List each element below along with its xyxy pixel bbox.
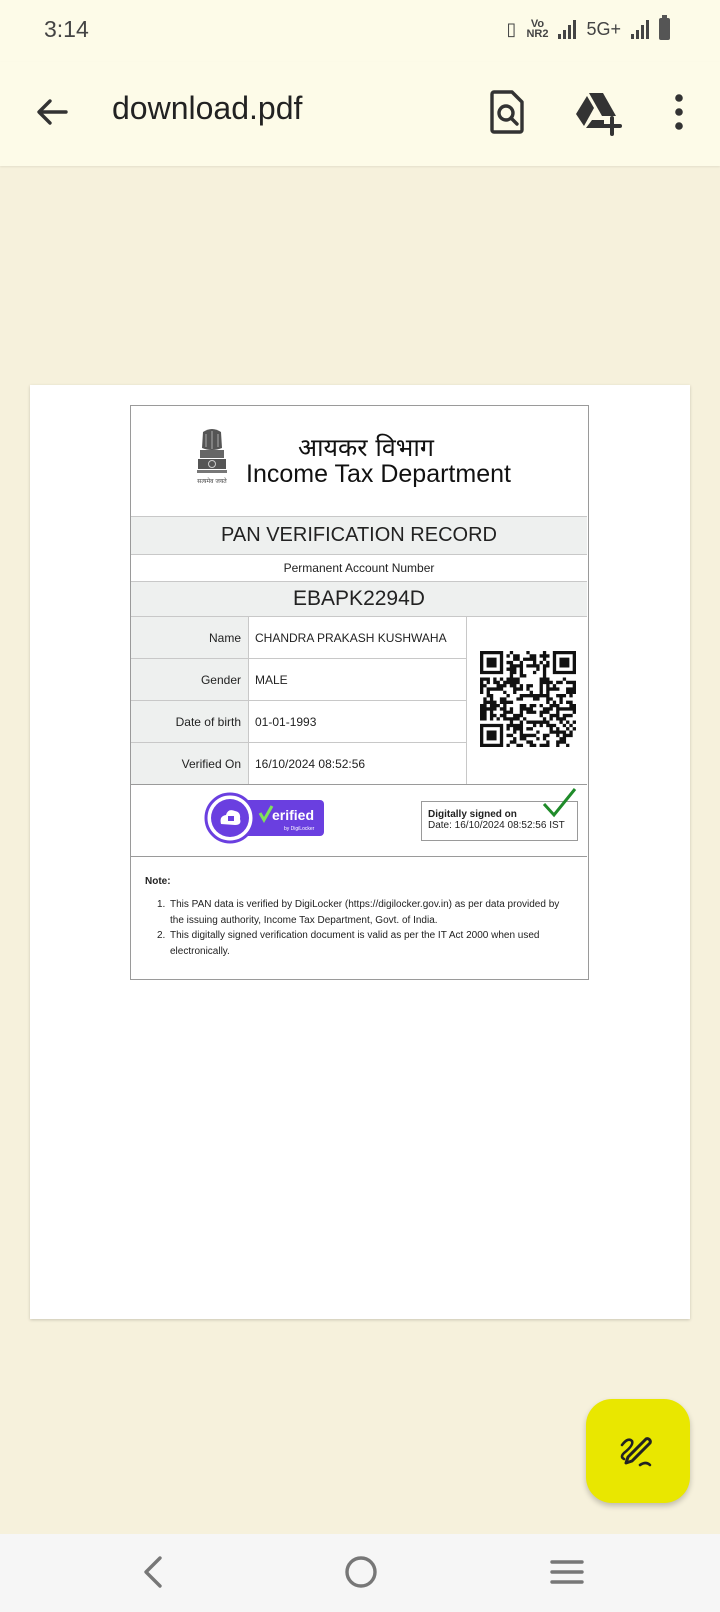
nav-menu-icon xyxy=(548,1554,586,1590)
battery-icon xyxy=(659,18,670,40)
field-label: Gender xyxy=(131,659,249,700)
badge-text: erified xyxy=(272,807,315,823)
find-in-document-button[interactable] xyxy=(486,88,530,136)
department-title: Income Tax Department xyxy=(246,460,511,488)
note-text: This PAN data is verified by DigiLocker (https://digilocker.gov.in) as per data provided by the issuing authority, Income Tax Department, Govt. of India. xyxy=(170,899,560,926)
national-emblem-icon xyxy=(195,426,229,488)
field-value: MALE xyxy=(255,672,288,687)
add-to-drive-icon xyxy=(574,90,624,136)
pan-verification-document xyxy=(130,405,589,980)
note-text: This digitally signed verification document is valid as per the IT Act 2000 when used electronically. xyxy=(170,930,540,957)
field-value: 01-01-1993 xyxy=(255,714,317,729)
pdf-page[interactable] xyxy=(30,385,690,1319)
network-type: 5G+ xyxy=(586,18,621,39)
record-title: PAN VERIFICATION RECORD xyxy=(131,516,587,554)
status-icons xyxy=(507,14,670,44)
badge-subtext: by DigiLocker xyxy=(284,826,315,832)
document-title: download.pdf xyxy=(112,90,303,126)
add-to-drive-button[interactable] xyxy=(574,90,624,136)
field-label: Name xyxy=(131,617,249,658)
field-label: Verified On xyxy=(131,743,249,785)
nav-back-icon xyxy=(136,1552,172,1592)
qr-cell xyxy=(466,617,587,785)
document-header xyxy=(131,406,587,516)
back-arrow-icon xyxy=(32,92,72,132)
vibrate-icon: ▯ xyxy=(506,18,517,39)
notes-section xyxy=(131,856,587,978)
digilocker-verified-badge xyxy=(204,792,328,844)
list-item xyxy=(145,897,575,928)
system-nav-bar xyxy=(0,1534,720,1612)
more-options-button[interactable] xyxy=(664,92,694,132)
status-bar xyxy=(0,0,720,62)
volte-top-text: Vo xyxy=(530,18,545,30)
check-icon xyxy=(541,787,577,819)
note-number: 1. xyxy=(157,899,166,910)
signature-title: Digitally signed on xyxy=(428,809,517,820)
pen-signature-icon xyxy=(618,1431,658,1471)
annotate-button[interactable] xyxy=(586,1399,690,1503)
back-button[interactable] xyxy=(32,92,72,132)
app-bar xyxy=(0,62,720,166)
nav-recents-button[interactable] xyxy=(548,1554,586,1590)
status-time: 3:14 xyxy=(44,16,89,42)
nav-home-icon xyxy=(342,1552,380,1592)
table-row-verified-on xyxy=(131,743,466,785)
find-in-document-icon xyxy=(486,88,530,136)
table-row-gender xyxy=(131,659,466,701)
table-row-name xyxy=(131,617,466,659)
signal-icon xyxy=(558,19,576,39)
field-value: 16/10/2024 08:52:56 xyxy=(255,757,366,771)
details-table xyxy=(131,616,587,784)
notes-list xyxy=(145,897,575,959)
note-number: 2. xyxy=(157,930,166,941)
signal-icon-2 xyxy=(631,19,649,39)
table-row-dob xyxy=(131,701,466,743)
volte-bottom-text: NR2 xyxy=(526,28,549,40)
qr-code-icon xyxy=(480,651,576,747)
signature-date: Date: 16/10/2024 08:52:56 IST xyxy=(428,820,565,831)
signature-area xyxy=(131,784,587,856)
pan-label: Permanent Account Number xyxy=(131,554,587,581)
hindi-title: आयकर विभाग xyxy=(298,433,434,462)
nav-back-button[interactable] xyxy=(136,1552,172,1592)
emblem-caption: सत्यमेव जयते xyxy=(197,478,227,485)
volte-icon xyxy=(526,19,548,39)
list-item xyxy=(145,928,575,959)
field-label: Date of birth xyxy=(131,701,249,742)
pan-number: EBAPK2294D xyxy=(131,581,587,616)
more-vert-icon xyxy=(664,92,694,132)
field-value: CHANDRA PRAKASH KUSHWAHA xyxy=(255,630,447,645)
nav-home-button[interactable] xyxy=(342,1552,380,1592)
note-title: Note: xyxy=(145,876,171,887)
